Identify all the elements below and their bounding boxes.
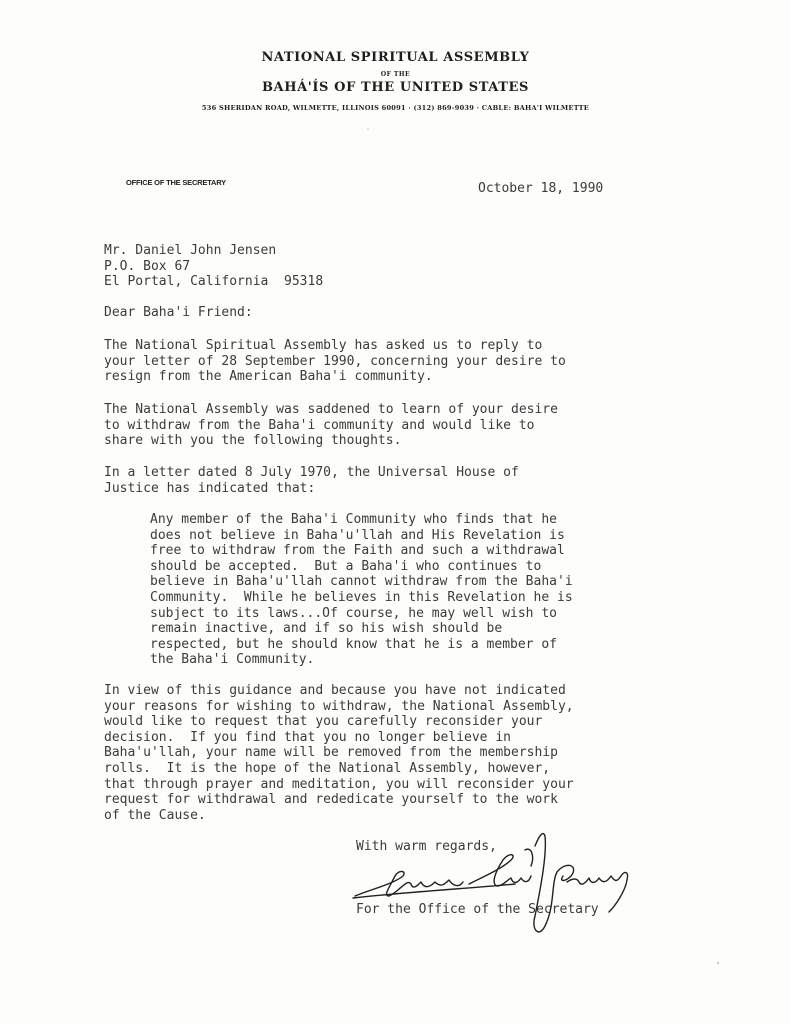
salutation: Dear Baha'i Friend: [104,305,253,320]
letterhead-title-line1: NATIONAL SPIRITUAL ASSEMBLY [261,50,530,65]
scan-speck [367,128,369,130]
handwritten-signature [345,826,655,946]
closing: With warm regards, [356,839,497,854]
paragraph-4: In view of this guidance and because you have not indicated your reasons for wishing to withdraw, the National Assembly, would like to request that you carefully reconsider your decision. If you find that you no longer believe in Baha'u'llah, your name will be removed from the membership rolls. It is the hope of the National Assembly, however, that through prayer and meditation, you will reconsider your request for withdrawal and rededicate yourself to the work of the Cause. [104,683,574,823]
recipient-box: P.O. Box 67 [104,258,191,274]
recipient-city: El Portal, California 95318 [104,274,324,290]
paragraph-1: The National Spiritual Assembly has asked us to reply to your letter of 28 September 1990, concerning your desire to resign from the American Baha'i community. [104,338,566,385]
letterhead-title-line3: BAHÁ'ÍS OF THE UNITED STATES [261,80,530,95]
paragraph-3: In a letter dated 8 July 1970, the Universal House of Justice has indicated that: [104,465,519,496]
scan-speck [717,962,719,964]
recipient-name: Mr. Daniel John Jensen [104,243,277,258]
recipient-address [104,243,323,290]
signoff: For the Office of the Secretary [356,902,599,917]
letterhead-title-line2: OF THE [380,71,411,78]
paragraph-2: The National Assembly was saddened to learn of your desire to withdraw from the Baha'i community and would like to share with you the following thoughts. [104,402,558,449]
letterhead-address: 536 SHERIDAN ROAD, WILMETTE, ILLINOIS 60091 · (312) 869-9039 · CABLE: BAHA'I WILMETTE [201,104,590,112]
letter-date: October 18, 1990 [478,181,604,196]
block-quote: Any member of the Baha'i Community who finds that he does not believe in Baha'u'llah and His Revelation is free to withdraw from the Faith and such a withdrawal should be accepted. But a Baha'i who continues to believe in Baha'u'llah cannot withdraw from the Baha'i Community. While he believes in this Revelation he is subject to its laws...Of course, he may well wish to remain inactive, and if so his wish should be respected, but he should know that he is a member of the Baha'i Community. [150,512,573,668]
office-label: OFFICE OF THE SECRETARY [126,178,226,187]
